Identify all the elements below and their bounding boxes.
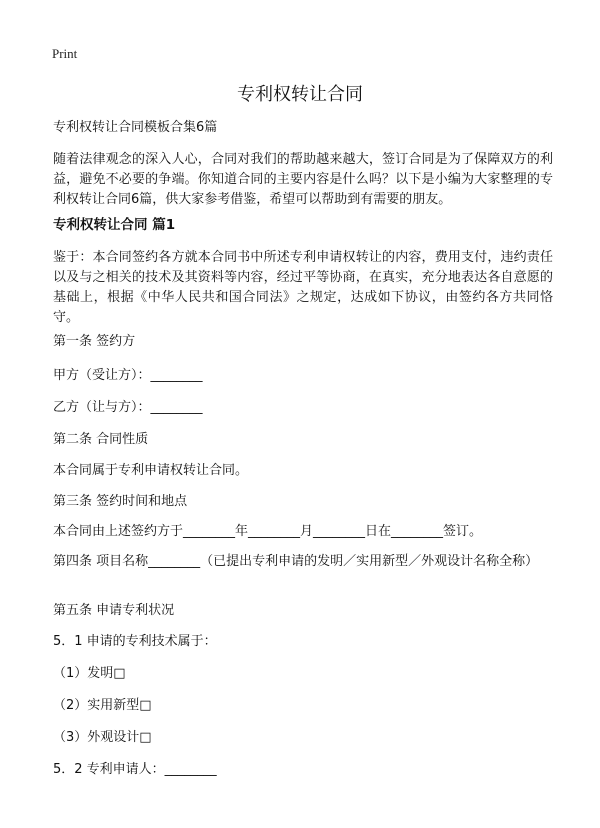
- document-title: 专利权转让合同: [237, 84, 363, 105]
- option-utility-model: （2）实用新型□: [53, 698, 152, 713]
- article-3-text: 本合同由上述签约方于________年________月________日在________签订。: [53, 524, 483, 539]
- section-title: 专利权转让合同 篇1: [53, 217, 176, 233]
- item-5-2: 5．2 专利申请人：________: [53, 762, 217, 777]
- intro-paragraph: 随着法律观念的深入人心，合同对我们的帮助越来越大，签订合同是为了保障双方的利益，避免不必要的争端。你知道合同的主要内容是什么吗？以下是小编为大家整理的专利权转让合同6篇，供大家参考借鉴，希望可以帮助到有需要的朋友。: [53, 152, 553, 207]
- party-b-field: 乙方（让与方）：________: [53, 400, 203, 415]
- article-2-text: 本合同属于专利申请权转让合同。: [53, 463, 249, 478]
- article-2-heading: 第二条 合同性质: [53, 432, 149, 447]
- article-4-text: 第四条 项目名称________（已提出专利申请的发明／实用新型／外观设计名称全称）: [53, 554, 539, 569]
- document-subtitle: 专利权转让合同模板合集6篇: [53, 120, 218, 135]
- option-invention: （1）发明□: [53, 666, 126, 681]
- party-a-field: 甲方（受让方）：________: [53, 368, 203, 383]
- preamble-paragraph: 鉴于：本合同签约各方就本合同书中所述专利申请权转让的内容，费用支付，违约责任以及与之相关的技术及其资料等内容，经过平等协商，在真实，充分地表达各自意愿的基础上，根据《中华人民共和国合同法》之规定，达成如下协议，由签约各方共同恪守。: [53, 250, 553, 325]
- article-3-heading: 第三条 签约时间和地点: [53, 494, 188, 509]
- article-1-heading: 第一条 签约方: [53, 334, 136, 349]
- item-5-1: 5．1 申请的专利技术属于：: [53, 634, 217, 649]
- option-design: （3）外观设计□: [53, 730, 152, 745]
- article-5-heading: 第五条 申请专利状况: [53, 603, 175, 618]
- print-label[interactable]: Print: [52, 46, 78, 61]
